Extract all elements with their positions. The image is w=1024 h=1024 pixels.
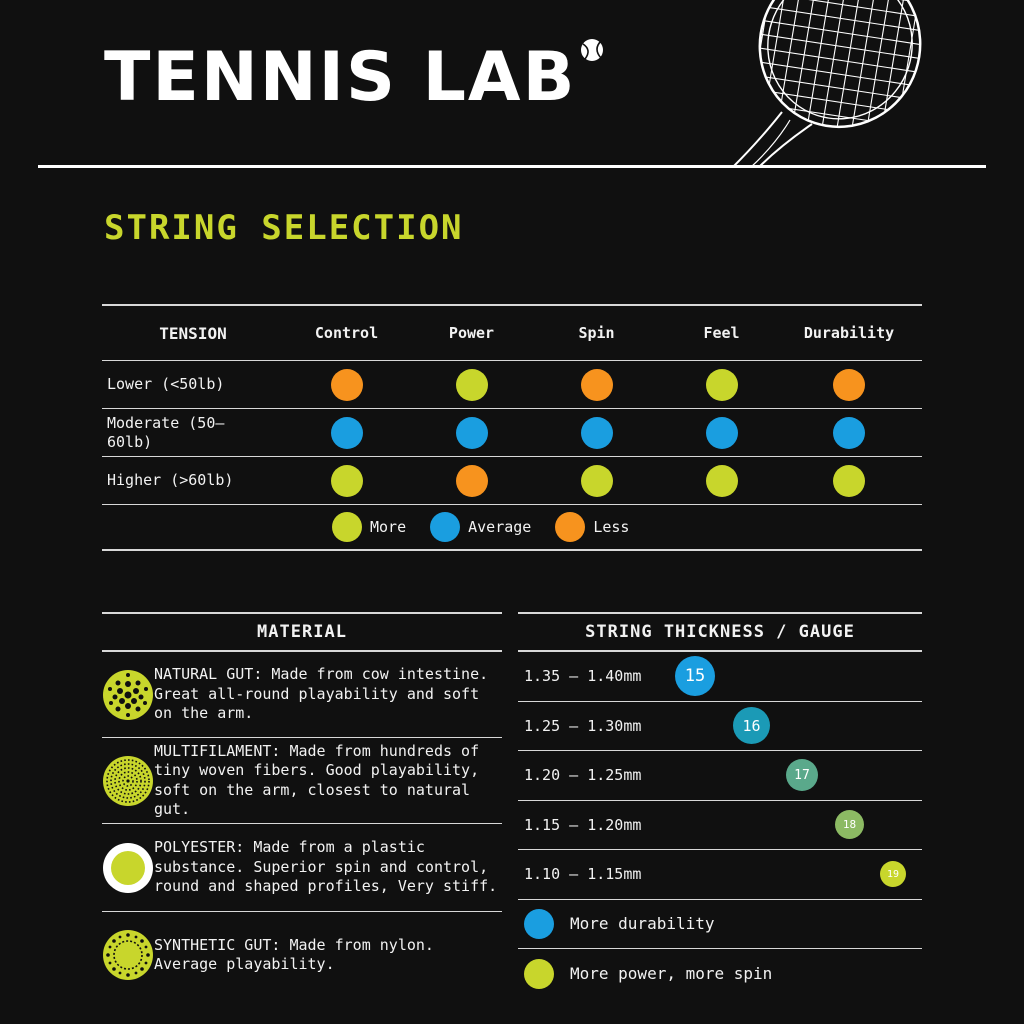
- rating-dot: [456, 369, 488, 401]
- rating-dot: [331, 465, 363, 497]
- legend-label: Less: [593, 518, 630, 536]
- legend-less: [555, 512, 653, 542]
- legend-dot: [430, 512, 460, 542]
- column-header-power: Power: [448, 324, 495, 342]
- rating-dot: [833, 369, 865, 401]
- gauge-badge-17: 17: [786, 759, 818, 791]
- gauge-badge-19: 19: [880, 861, 906, 887]
- tension-header-row: [102, 304, 922, 360]
- section-title: STRING SELECTION: [104, 208, 464, 248]
- brand-title: TENNIS LAB: [104, 38, 577, 117]
- gauge-range: 1.35 – 1.40mm: [524, 667, 642, 686]
- gauge-range: 1.15 – 1.20mm: [524, 815, 642, 834]
- legend-label: More: [370, 518, 407, 536]
- legend-dot: [524, 959, 554, 989]
- material-row-natural-gut: [102, 652, 502, 738]
- gauge-badge-18: 18: [835, 810, 864, 839]
- legend-more: [332, 512, 430, 542]
- multifilament-icon: [102, 755, 154, 807]
- racket-illustration: [720, 0, 930, 168]
- gauge-range: 1.10 – 1.15mm: [524, 865, 642, 884]
- tension-header-label: TENSION: [159, 323, 227, 343]
- gauge-badge-15: 15: [675, 656, 715, 696]
- gauge-row: [518, 801, 922, 851]
- material-description: SYNTHETIC GUT: Made from nylon. Average playability.: [154, 935, 434, 973]
- material-row-synthetic-gut: [102, 912, 502, 998]
- column-header-control: Control: [314, 324, 379, 342]
- natural-gut-icon: [102, 669, 154, 721]
- material-description: POLYESTER: Made from a plastic substance. Superior spin and control, round and shaped profiles, Very stiff.: [154, 838, 498, 896]
- rating-dot: [706, 465, 738, 497]
- rating-dot: [581, 369, 613, 401]
- synthetic-gut-icon: [102, 929, 154, 981]
- gauge-range: 1.25 – 1.30mm: [524, 716, 642, 735]
- material-row-multifilament: [102, 738, 502, 824]
- legend-dot: [555, 512, 585, 542]
- rating-dot: [331, 369, 363, 401]
- legend-label: More durability: [570, 914, 715, 934]
- legend-label: Average: [468, 518, 532, 536]
- row-label: Lower (<50lb): [107, 375, 225, 393]
- legend-label: More power, more spin: [570, 964, 773, 984]
- row-label: Higher (>60lb): [107, 471, 234, 489]
- legend-dot: [524, 909, 554, 939]
- gauge-legend-durability: [518, 900, 922, 950]
- gauge-legend-power-spin: [518, 949, 922, 999]
- rating-dot: [706, 417, 738, 449]
- tension-row-lower: [102, 360, 922, 408]
- material-row-polyester: [102, 824, 502, 912]
- gauge-badge-16: 16: [733, 707, 770, 744]
- polyester-icon: [102, 842, 154, 894]
- legend-average: [430, 512, 555, 542]
- material-title: MATERIAL: [102, 612, 502, 652]
- gauge-row: [518, 751, 922, 801]
- rating-dot: [331, 417, 363, 449]
- gauge-row: [518, 652, 922, 702]
- rating-dot: [581, 465, 613, 497]
- rating-dot: [833, 465, 865, 497]
- legend-dot: [332, 512, 362, 542]
- tension-table: [102, 304, 922, 551]
- gauge-row: [518, 850, 922, 900]
- row-label: Moderate (50–60lb): [107, 413, 225, 451]
- rating-dot: [456, 465, 488, 497]
- tension-row-moderate: [102, 408, 922, 456]
- rating-dot: [581, 417, 613, 449]
- material-description: MULTIFILAMENT: Made from hundreds of tiny woven fibers. Good playability, soft on the arm, closest to natural gut.: [154, 741, 480, 818]
- column-header-durability: Durability: [803, 324, 895, 342]
- rating-dot: [706, 369, 738, 401]
- gauge-row: [518, 702, 922, 752]
- gauge-range: 1.20 – 1.25mm: [524, 766, 642, 785]
- tension-row-higher: [102, 456, 922, 504]
- gauge-title: STRING THICKNESS / GAUGE: [518, 612, 922, 652]
- gauge-panel: [518, 612, 922, 999]
- material-panel: [102, 612, 502, 998]
- tension-legend: [102, 504, 922, 551]
- header-divider: [38, 165, 986, 168]
- column-header-spin: Spin: [578, 324, 615, 342]
- rating-dot: [833, 417, 865, 449]
- material-description: NATURAL GUT: Made from cow intestine. Great all-round playability and soft on the arm.: [154, 665, 489, 723]
- column-header-feel: Feel: [703, 324, 740, 342]
- rating-dot: [456, 417, 488, 449]
- tennis-ball-icon: [580, 38, 604, 62]
